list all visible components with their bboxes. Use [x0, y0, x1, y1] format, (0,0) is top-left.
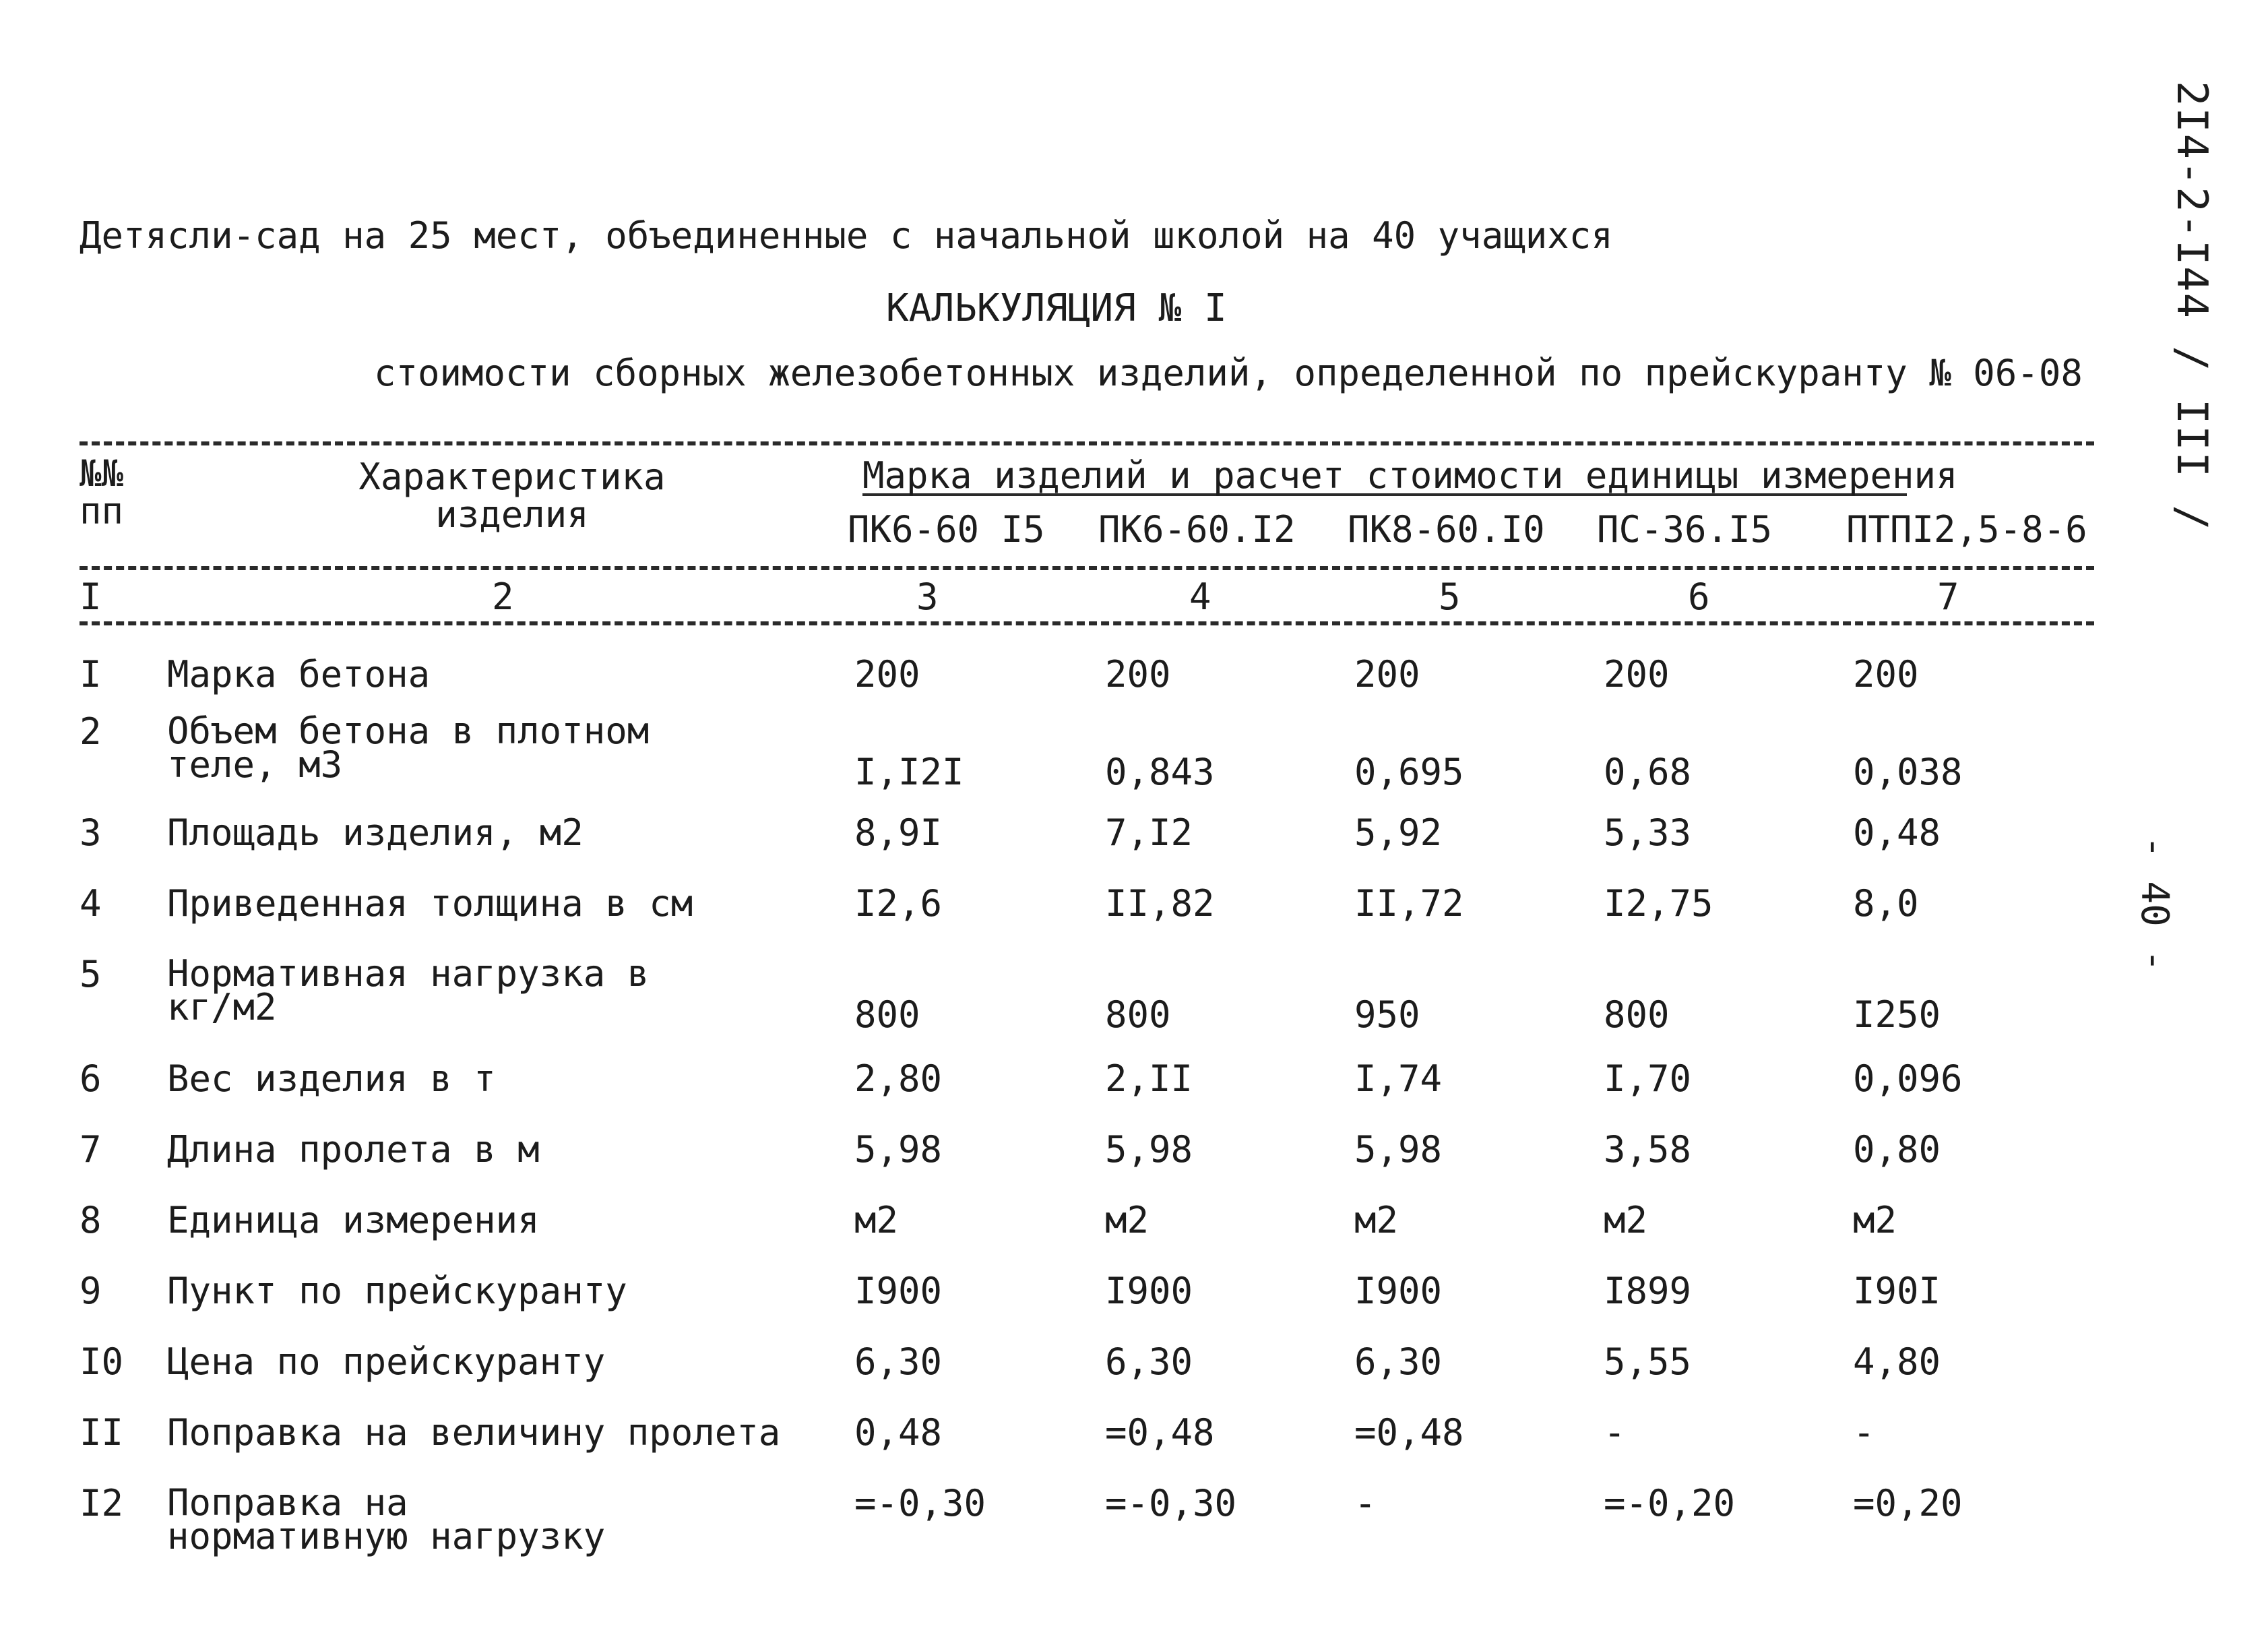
row-value: 0,80 — [1853, 1128, 1941, 1171]
row-value: I900 — [1105, 1270, 1193, 1312]
product-mark-header: ПС-36.I5 — [1597, 508, 1773, 551]
row-value: 5,92 — [1354, 811, 1443, 854]
row-value: 200 — [1604, 653, 1670, 695]
row-label: Приведенная толщина в см — [167, 882, 693, 925]
row-value: 5,98 — [1354, 1128, 1443, 1171]
row-value: - — [1853, 1411, 1875, 1454]
row-value: I250 — [1853, 993, 1941, 1036]
row-value: 950 — [1354, 993, 1420, 1036]
row-value: 5,33 — [1604, 811, 1692, 854]
row-number: II — [80, 1411, 124, 1454]
row-value: м2 — [1354, 1199, 1399, 1241]
row-value: =-0,30 — [854, 1482, 986, 1524]
row-number: 3 — [80, 811, 102, 854]
row-label: Площадь изделия, м2 — [167, 811, 584, 854]
row-number: I0 — [80, 1340, 124, 1383]
row-value: 800 — [1105, 993, 1171, 1036]
calculation-subtitle: стоимости сборных железобетонных изделий, определенной по прейскуранту № 06-08 — [374, 352, 2083, 394]
row-value: I899 — [1604, 1270, 1692, 1312]
row-label: Цена по прейскуранту — [167, 1340, 606, 1383]
row-value: 6,30 — [1354, 1340, 1443, 1383]
row-label: Объем бетона в плотном теле, м3 — [167, 710, 650, 786]
row-value: 2,II — [1105, 1057, 1193, 1100]
row-value: 0,48 — [1853, 811, 1941, 854]
column-number: 4 — [1189, 576, 1211, 618]
row-value: м2 — [854, 1199, 899, 1241]
document-code: 2I4-2-I44 / III / — [2168, 81, 2217, 532]
row-label: Марка бетона — [167, 653, 431, 695]
row-value: I,74 — [1354, 1057, 1443, 1100]
column-number-rule — [80, 621, 2094, 625]
row-value: 800 — [1604, 993, 1670, 1036]
row-value: 4,80 — [1853, 1340, 1941, 1383]
row-number: I — [80, 653, 102, 695]
row-value: 5,98 — [854, 1128, 943, 1171]
column-number: I — [80, 576, 102, 618]
row-value: 800 — [854, 993, 920, 1036]
row-value: I2,75 — [1604, 882, 1713, 925]
row-label: Пункт по прейскуранту — [167, 1270, 627, 1312]
row-value: II,72 — [1354, 882, 1464, 925]
product-mark-header: ПК8-60.I0 — [1348, 508, 1545, 551]
row-number: 5 — [80, 953, 102, 995]
row-value: I,70 — [1604, 1057, 1692, 1100]
row-value: 3,58 — [1604, 1128, 1692, 1171]
row-label: Поправка на нормативную нагрузку — [167, 1481, 606, 1557]
row-value: 0,843 — [1105, 751, 1215, 793]
column-number: 6 — [1688, 576, 1710, 618]
column-number-header: №№ пп — [80, 452, 124, 532]
column-number: 5 — [1439, 576, 1461, 618]
table-top-rule — [80, 441, 2094, 445]
row-value: 6,30 — [1105, 1340, 1193, 1383]
row-number: 2 — [80, 710, 102, 753]
row-value: - — [1604, 1411, 1626, 1454]
row-value: 2,80 — [854, 1057, 943, 1100]
row-label: Поправка на величину пролета — [167, 1411, 781, 1454]
row-number: 7 — [80, 1128, 102, 1171]
column-number: 2 — [492, 576, 514, 618]
row-value: 0,096 — [1853, 1057, 1963, 1100]
row-number: 6 — [80, 1057, 102, 1100]
row-value: 200 — [854, 653, 920, 695]
row-value: м2 — [1105, 1199, 1149, 1241]
row-value: м2 — [1853, 1199, 1897, 1241]
product-mark-header: ПК6-60 I5 — [848, 508, 1045, 551]
row-value: I90I — [1853, 1270, 1941, 1312]
header-bottom-rule — [80, 566, 2094, 570]
row-value: 5,98 — [1105, 1128, 1193, 1171]
row-value: I2,6 — [854, 882, 943, 925]
column-characteristic-header: Характеристика изделия — [358, 456, 666, 536]
row-value: =0,48 — [1105, 1411, 1215, 1454]
row-value: 0,68 — [1604, 751, 1692, 793]
row-value: 200 — [1105, 653, 1171, 695]
marks-group-header: Марка изделий и расчет стоимости единицы измерения — [862, 454, 1958, 497]
row-value: II,82 — [1105, 882, 1215, 925]
product-mark-header: ПТПI2,5-8-6 — [1846, 508, 2087, 551]
row-value: 0,695 — [1354, 751, 1464, 793]
row-value: 8,0 — [1853, 882, 1919, 925]
row-value: 200 — [1354, 653, 1420, 695]
calculation-title: КАЛЬКУЛЯЦИЯ № I — [886, 286, 1227, 330]
row-value: =0,48 — [1354, 1411, 1464, 1454]
row-value: 200 — [1853, 653, 1919, 695]
row-value: =0,20 — [1853, 1482, 1963, 1524]
row-value: =-0,30 — [1105, 1482, 1237, 1524]
row-label: Вес изделия в т — [167, 1057, 496, 1100]
row-value: 7,I2 — [1105, 811, 1193, 854]
product-mark-header: ПК6-60.I2 — [1098, 508, 1296, 551]
row-value: м2 — [1604, 1199, 1648, 1241]
row-value: 0,48 — [854, 1411, 943, 1454]
row-number: 9 — [80, 1270, 102, 1312]
column-number: 7 — [1937, 576, 1959, 618]
row-value: I900 — [854, 1270, 943, 1312]
row-value: I,I2I — [854, 751, 964, 793]
page-number: - 40 - — [2133, 836, 2176, 972]
row-label: Единица измерения — [167, 1199, 540, 1241]
row-value: 6,30 — [854, 1340, 943, 1383]
row-value: 8,9I — [854, 811, 943, 854]
row-label: Нормативная нагрузка в кг/м2 — [167, 952, 650, 1028]
row-value: I900 — [1354, 1270, 1443, 1312]
row-number: I2 — [80, 1482, 124, 1524]
row-value: - — [1354, 1482, 1377, 1524]
row-number: 4 — [80, 882, 102, 925]
row-number: 8 — [80, 1199, 102, 1241]
document-heading: Детясли-сад на 25 мест, объединенные с начальной школой на 40 учащихся — [80, 214, 1613, 257]
column-number: 3 — [916, 576, 939, 618]
row-value: 5,55 — [1604, 1340, 1692, 1383]
row-value: 0,038 — [1853, 751, 1963, 793]
row-value: =-0,20 — [1604, 1482, 1736, 1524]
row-label: Длина пролета в м — [167, 1128, 540, 1171]
